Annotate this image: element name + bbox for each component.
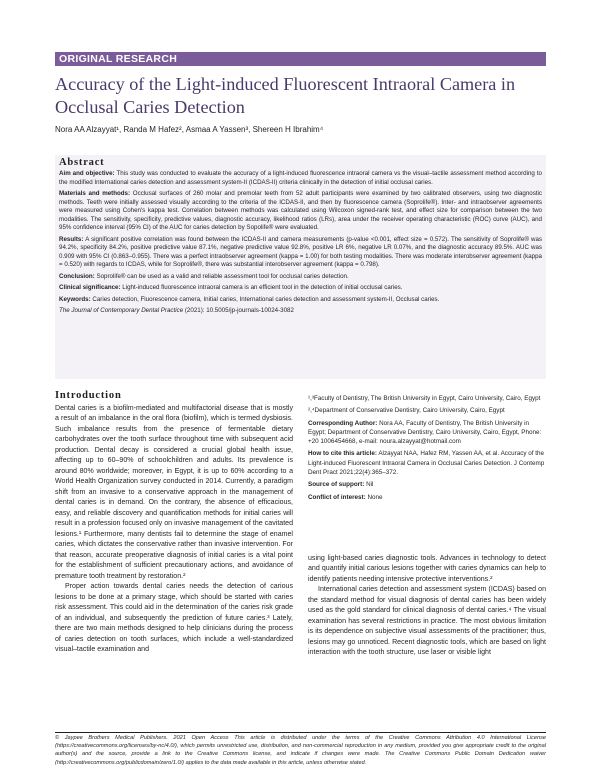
- corr-label: Corresponding Author:: [308, 419, 378, 427]
- support-label: Source of support:: [308, 481, 365, 489]
- doi-text: (2021): 10.5005/jp-journals-10024-3082: [183, 307, 294, 314]
- aim-label: Aim and objective:: [59, 170, 115, 177]
- abstract-heading: Abstract: [59, 157, 105, 168]
- abstract-conclusion: [59, 273, 542, 282]
- clinical-text: Light-induced fluorescence intraoral camera is an efficient tool in the detection of initial occlusal caries.: [122, 284, 403, 292]
- support-text: Nil: [366, 481, 374, 489]
- article-title: Accuracy of the Light-induced Fluorescent Intraoral Camera in Occlusal Caries Detection: [55, 74, 516, 117]
- abstract-body: [59, 170, 542, 318]
- corresponding-author: [308, 419, 546, 447]
- abstract-clinical: [59, 284, 542, 293]
- intro-paragraph-2: Proper action towards dental caries needs the detection of carious lesions to be done at a primary stage, which should be started with caries risk assessment. This could aid in the determination of the caries risk grade of an individual, and subsequently the prediction of future caries.³ Lately, there are two main methods designed to help clinicians during the process of caries detection on tooth surfaces, which include a well-standardized visual–tactile examination and: [55, 583, 293, 654]
- cite-label: How to cite this article:: [308, 450, 377, 458]
- methods-text: Occlusal surfaces of 260 molar and premolar teeth from 52 adult participants were examined by two calibrated observers, using two diagnostic methods. Teeth were initially assessed visually according to the criteria of the ICDAS-II, and then by fluorescence camera (Soprolife®). Inter- and intraobserver agreements were measured using Cohen's kappa test. Correlation between methods was calculated using Wilcoxon signed-rank test, and effect size for comparison between the two modalities. The sensitivity, specificity, predictive values, diagnostic accuracy, likelihood ratios (LRs), area under the receiver operating characteristic (ROC) curve (AUC), and 95% confidence interval (95% CI) of the AUC for caries detection by Sopolife® were evaluated.: [59, 189, 542, 232]
- affiliations-block: [308, 394, 546, 505]
- source-of-support: [308, 480, 546, 489]
- abstract-aim: [59, 170, 542, 187]
- banner-label: ORIGINAL RESEARCH: [59, 53, 178, 65]
- conflict-text: None: [367, 493, 383, 501]
- conflict-of-interest: [308, 493, 546, 502]
- journal-name: The Journal of Contemporary Dental Practice: [59, 307, 184, 314]
- conclusion-text: Soprolife® can be used as a valid and reliable assessment tool for occlusal caries detection.: [96, 272, 349, 280]
- section-banner: [55, 52, 546, 66]
- abstract-methods: [59, 190, 542, 233]
- cite-text: Alzayyat NAA, Hafez RM, Yassen AA, et al. Accuracy of the Light-induced Fluorescent Intraoral Camera in Occlusal Caries Detection. J Contemp Dent Pract 2021;22(4):365–372.: [308, 450, 545, 477]
- license-footer: © Jaypee Brothers Medical Publishers. 2021 Open Access This article is distributed under the terms of the Creative Commons Attribution 4.0 International License (https://creativecommons.org/licenses/by-nc/4.0/), which permits unrestricted use, distribution, and non-commercial reproduction in any medium, provided you give appropriate credit to the original author(s) and the source, provide a link to the Creative Commons license, and indicate if changes were made. The Creative Commons Public Domain Dedication waiver (http://creativecommons.org/publicdomain/zero/1.0/) applies to the data made available in this article, unless otherwise stated.: [55, 735, 546, 766]
- introduction-right-column: [308, 554, 546, 659]
- results-label: Results:: [59, 235, 84, 243]
- how-to-cite: [308, 449, 546, 477]
- introduction-heading: Introduction: [55, 390, 122, 401]
- author-list: Nora AA Alzayyat¹, Randa M Hafez², Asmaa A Yassen³, Shereen H Ibrahim⁴: [55, 125, 324, 134]
- affiliation-1: ¹,³Faculty of Dentistry, The British University in Egypt, Cairo University, Cairo, Egypt: [308, 395, 541, 402]
- keywords-text: Caries detection, Fluorescence camera, Initial caries, International caries detection and assessment system-II, Occlusal caries.: [92, 295, 440, 303]
- keywords-label: Keywords:: [59, 295, 91, 303]
- affiliation-2: ²,⁴Department of Conservative Dentistry, Cairo University, Cairo, Egypt: [308, 407, 505, 415]
- abstract-keywords: [59, 296, 542, 305]
- intro-paragraph-4: International caries detection and assessment system (ICDAS) based on the standard method for visual diagnosis of dental caries has been widely used as the gold standard for clinical diagnosis of dental caries.⁴ The visual examination has several restrictions in practice. The most obvious limitation is its dependence on subjective visual assessments of the practitioner; thus, lesions may go unnoticed. Recent diagnostic tools, which are based on light interaction with the tooth structure, use laser or visible light: [308, 586, 546, 657]
- conflict-label: Conflict of interest:: [308, 493, 366, 501]
- results-text: A significant positive correlation was found between the ICDAS-II and camera measurements (p-value <0.001, effect size = 0.572). The sensitivity of Soprolife® was 94.2%, specificity 84.2%, positive predictive value 87.1%, negative predictive value 92.8%, positive LR 6%, negative LR 0.07%, and the diagnostic accuracy 89.5%. AUC was 0.909 with 95% CI (0.863–0.955). There was a perfect intraobserver agreement (kappa = 1.00) for both testing modalities. There was moderate interobserver agreement (kappa = 0.520) with regards to ICDAS, while for Soprolife®, there was substantial interobserver agreement (kappa = 0.798).: [59, 235, 542, 269]
- methods-label: Materials and methods:: [59, 189, 131, 197]
- clinical-label: Clinical significance:: [59, 284, 121, 292]
- abstract-results: [59, 236, 542, 270]
- introduction-left-column: [55, 404, 293, 656]
- corr-text: Nora AA, Faculty of Dentistry, The British University in Egypt; Department of Conservative Dentistry, Cairo University, Cairo, Egypt, Phone: +20 1006454668, e-mail: noura.alzayyat@hotmail.com: [308, 419, 542, 446]
- footer-divider: [55, 732, 546, 733]
- conclusion-label: Conclusion:: [59, 272, 95, 280]
- aim-text: This study was conducted to evaluate the accuracy of a light-induced fluorescence intraoral camera vs the visual–tactile assessment method according to the modified International caries detection and assessment system-II (ICDAS-II) criteria clinically in the detection of initial occlusal caries.: [59, 170, 542, 186]
- intro-paragraph-1: Dental caries is a biofilm-mediated and multifactorial disease that is mostly a result of an imbalance in the oral flora (biofilm), which is termed dysbiosis. Such imbalance results from the presence of fermentable dietary carbohydrates over the tooth surface throughout time with subsequent acid production. Dental decay is considered a crucial global health issue, affecting up to 60–90% of schoolchildren and adults. Its prevalence is around 80% worldwide; moreover, in Egypt, it is up to 60% according to a World Health Organization survey conducted in 2014. Currently, a paradigm shift from an invasive to a conservative approach in the management of dental caries is in demand. On the contrary, the absence of efficacious, easy, and reliable discovery and quantification methods for initial caries will result in a profession focused only on invasive management of the cavitated lesions.¹ Furthermore, many dentists fail to determine the stage of enamel caries, which dictates the conservative rather than invasive intervention. For that reason, accurate preoperative diagnosis of initial caries is a vital point for the establishment of sufficient precautionary actions, and avoidance of premature tooth treatment by restoration.²: [55, 405, 293, 580]
- intro-paragraph-3: using light-based caries diagnostic tools. Advances in technology to detect and quantify initial carious lesions together with caries dynamics can help to identify patients needing intensive protective interventions.²: [308, 555, 546, 583]
- abstract-citation: [59, 307, 542, 316]
